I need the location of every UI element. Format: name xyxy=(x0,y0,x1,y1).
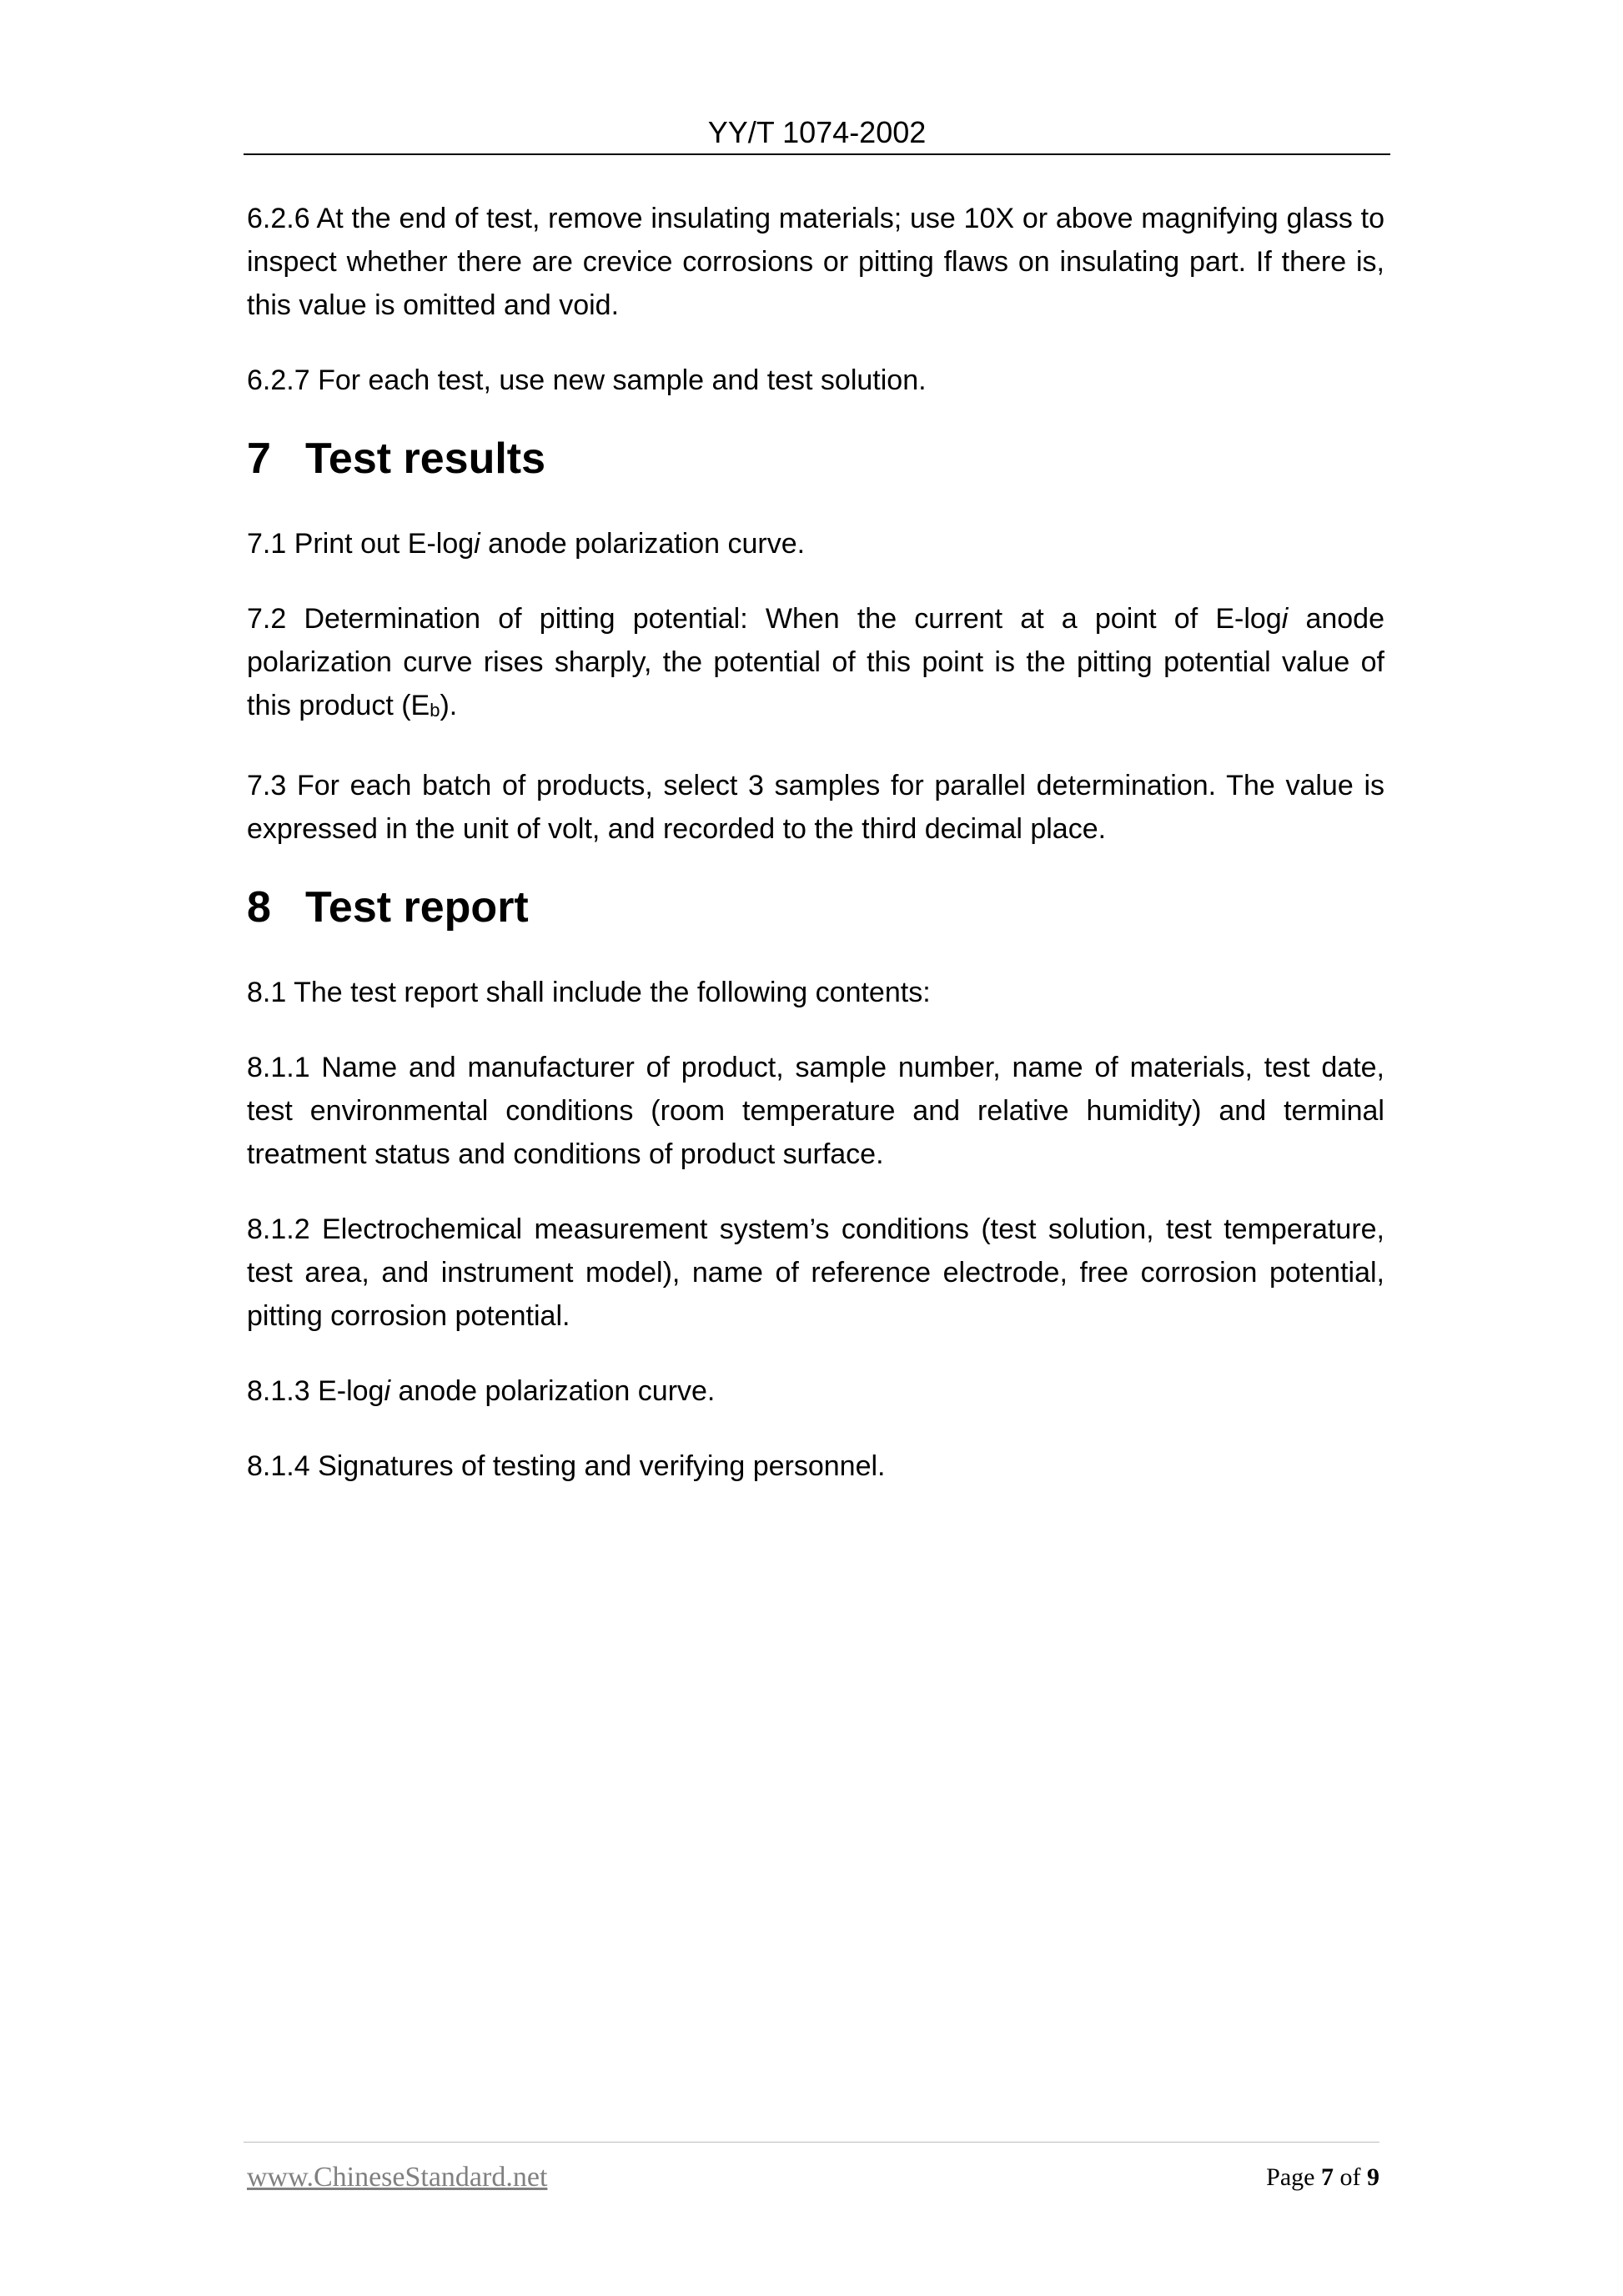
section-8-number: 8 xyxy=(247,883,271,932)
clause-7-1-text-end: anode polarization curve. xyxy=(480,528,806,560)
clause-7-1-text: 7.1 Print out E-log xyxy=(247,528,475,560)
page-of: of xyxy=(1334,2163,1367,2191)
clause-7-1 xyxy=(247,522,1384,565)
clause-8-1-1: 8.1.1 Name and manufacturer of product, sample number, name of materials, test date, test environmental conditions (room temperature and relative humidity) and terminal treatment status and conditions of product surface. xyxy=(247,1052,1384,1170)
footer-page-number xyxy=(1266,2163,1379,2192)
document-body xyxy=(247,197,1384,1520)
clause-8-1-2: 8.1.2 Electrochemical measurement system’s conditions (test solution, test temperature, test area, and instrument model), name of reference electrode, free corrosion potential, pitting corrosion potential. xyxy=(247,1213,1384,1332)
clause-8-1: 8.1 The test report shall include the following contents: xyxy=(247,977,931,1008)
clause-8-1-3-text-end: anode polarization curve. xyxy=(390,1375,716,1407)
section-8-heading xyxy=(247,882,1384,932)
clause-6-2-6: 6.2.6 At the end of test, remove insulating materials; use 10X or above magnifying glass to inspect whether there are crevice corrosions or pitting flaws on insulating part. If there is, this value is omitted and void. xyxy=(247,203,1384,321)
page-total: 9 xyxy=(1367,2163,1379,2191)
section-7-title: Test results xyxy=(305,435,546,483)
clause-7-2-subscript: b xyxy=(430,700,440,721)
clause-7-1-italic: i xyxy=(474,528,480,560)
section-8-title: Test report xyxy=(305,883,529,932)
header-divider xyxy=(244,153,1390,155)
clause-7-2-text-end: ). xyxy=(440,690,458,721)
document-header-title: YY/T 1074-2002 xyxy=(707,115,927,149)
clause-7-3: 7.3 For each batch of products, select 3 samples for parallel determination. The value is expressed in the unit of volt, and recorded to the third decimal place. xyxy=(247,770,1384,845)
clause-8-1-4: 8.1.4 Signatures of testing and verifying personnel. xyxy=(247,1450,886,1482)
clause-8-1-3 xyxy=(247,1369,1384,1413)
page-prefix: Page xyxy=(1266,2163,1321,2191)
page-current: 7 xyxy=(1321,2163,1334,2191)
section-7-heading xyxy=(247,434,1384,484)
clause-7-2-italic: i xyxy=(1281,603,1289,635)
footer-website-link[interactable]: www.ChineseStandard.net xyxy=(247,2162,548,2193)
section-7-number: 7 xyxy=(247,435,271,483)
clause-8-1-3-italic: i xyxy=(384,1375,391,1407)
clause-8-1-3-text: 8.1.3 E-log xyxy=(247,1375,384,1407)
clause-7-2 xyxy=(247,597,1384,732)
clause-7-2-text: 7.2 Determination of pitting potential: When the current at a point of E-log xyxy=(247,603,1282,635)
clause-6-2-7: 6.2.7 For each test, use new sample and test solution. xyxy=(247,364,927,396)
clause-7-2-text-mid: anode polarization curve rises sharply, the potential of this point is the pitting potential value of this product (E xyxy=(247,603,1384,721)
footer-divider xyxy=(244,2142,1379,2143)
